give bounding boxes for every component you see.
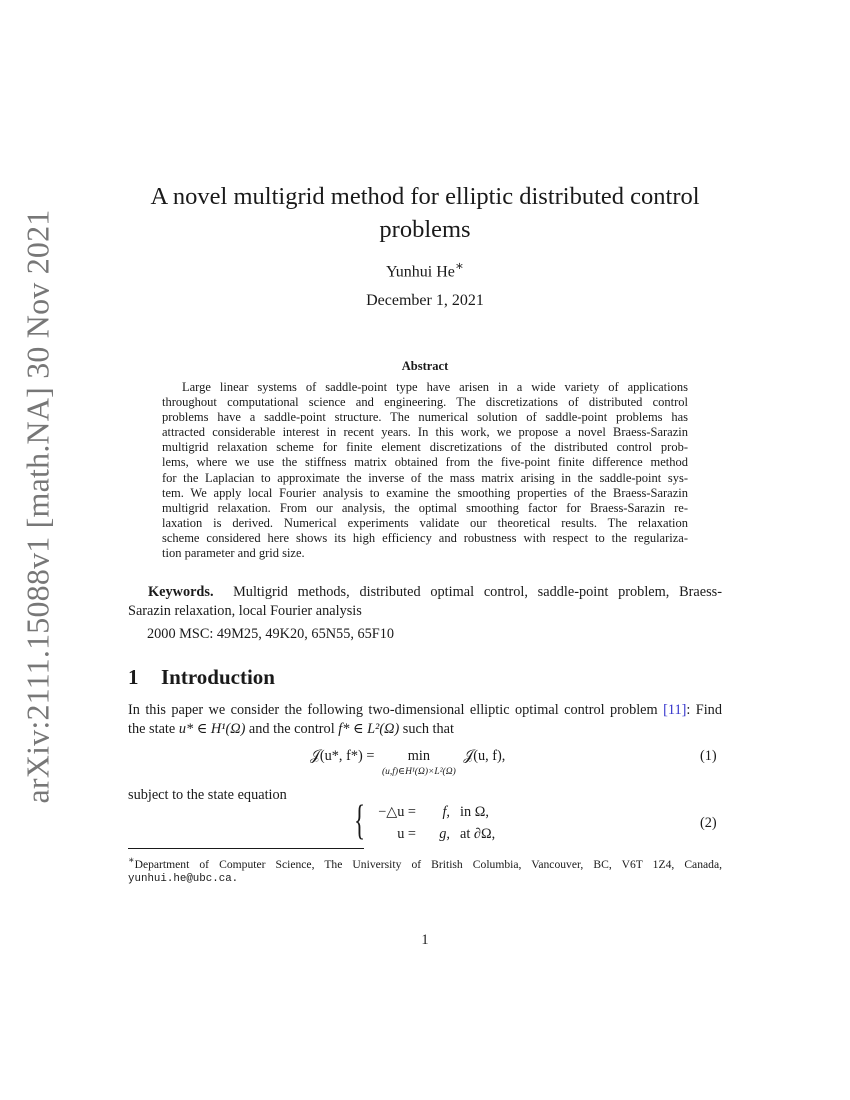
state-space-math: u* ∈ H¹(Ω) <box>178 720 246 737</box>
abstract-line: problems have a saddle-point structure. The numerical solution of saddle-point problems has <box>162 410 688 425</box>
footnote-rule <box>128 848 364 849</box>
abstract-line: scheme considered here shows its high efficiency and robustness with respect to the regulariza- <box>162 530 688 545</box>
title-line-1: A novel multigrid method for elliptic distributed control <box>150 183 700 210</box>
abstract-line: for the Laplacian to approximate the inverse of the mass matrix arising in the saddle-point sys- <box>162 470 688 485</box>
abstract-line: throughout computational science and engineering. The discretizations of distributed control <box>162 395 688 410</box>
intro-paragraph <box>128 701 722 738</box>
section-heading <box>128 665 275 690</box>
keywords-text-1: Multigrid methods, distributed optimal control, saddle-point problem, Braess- <box>233 584 722 600</box>
abstract-line: attracted considerable interest in recent years. In this work, we propose a novel Braess-Sarazin <box>162 425 688 440</box>
footnote <box>128 853 722 888</box>
paper-title <box>130 180 720 246</box>
eq2-row2-rhs: g, <box>439 826 450 842</box>
eq2-row <box>368 801 495 823</box>
eq2-row1-rhs: f, <box>442 804 450 820</box>
intro-text: In this paper we consider the following two-dimensional elliptic optimal control problem <box>128 702 664 718</box>
intro-text: the state <box>128 720 179 737</box>
abstract-line: lems, where we use the stiffness matrix obtained from the five-point finite difference method <box>162 455 688 470</box>
intro-text: : Find <box>686 702 722 718</box>
eq2-row1-lhs: −△u = <box>378 804 416 820</box>
eq2-row2-cond: at ∂Ω, <box>460 826 496 842</box>
section-title: Introduction <box>161 665 275 689</box>
footnote-email-link[interactable]: yunhui.he@ubc.ca. <box>128 873 239 886</box>
eq2-row2-lhs: u = <box>397 826 416 842</box>
equation-2-system <box>368 801 495 845</box>
abstract-line: laxation is derived. Numerical experiments validate our theoretical results. The relaxation <box>162 515 688 530</box>
intro-line-1 <box>128 701 722 720</box>
section-number: 1 <box>128 665 139 689</box>
title-line-2: problems <box>379 216 471 243</box>
keywords-label: Keywords. <box>148 584 214 600</box>
abstract-body <box>162 380 688 561</box>
eq2-row1-cond: in Ω, <box>460 804 489 820</box>
eq1-min-subscript: (u,f)∈H¹(Ω)×L²(Ω) <box>381 767 456 777</box>
abstract-heading: Abstract <box>401 359 449 373</box>
msc-classification: 2000 MSC: 49M25, 49K20, 65N55, 65F10 <box>147 626 395 642</box>
eq1-min: min <box>407 748 430 764</box>
intro-text: such that <box>399 720 454 737</box>
arxiv-sidebar-stamp: arXiv:2111.15088v1 [math.NA] 30 Nov 2021 <box>19 209 56 804</box>
footnote-mark: ∗ <box>128 855 135 866</box>
eq1-lhs: 𝒥(u*, f*) = <box>310 748 375 764</box>
control-space-math: f* ∈ L²(Ω) <box>338 720 400 737</box>
eq1-rhs: 𝒥(u, f), <box>463 748 506 764</box>
eq1-min-operator <box>382 748 456 777</box>
intro-line-2 <box>128 720 722 739</box>
keywords-line-2: Sarazin relaxation, local Fourier analysis <box>128 602 362 619</box>
left-brace-symbol: { <box>354 798 366 844</box>
abstract-line: tem. We apply local Fourier analysis to examine the smoothing properties of the Braess-Sarazin <box>162 485 688 500</box>
abstract-line: tion parameter and grid size. <box>162 546 305 561</box>
equation-1-number: (1) <box>700 748 717 764</box>
author-footnote-mark: ∗ <box>454 258 464 273</box>
page-number: 1 <box>421 932 429 948</box>
abstract-line: multigrid relaxation scheme for finite element discretizations of the distributed control prob- <box>162 440 688 455</box>
footnote-affiliation: Department of Computer Science, The University of British Columbia, Vancouver, BC, V6T 1Z4, Canada, <box>134 857 722 871</box>
keywords-line-1 <box>128 583 722 602</box>
eq2-row <box>368 823 495 845</box>
keywords <box>128 583 722 620</box>
intro-text: and the control <box>245 720 339 737</box>
footnote-line-1 <box>128 853 722 872</box>
author <box>0 258 850 281</box>
equation-1 <box>310 748 505 777</box>
date: December 1, 2021 <box>366 292 484 309</box>
abstract-line: Large linear systems of saddle-point type have arisen in a wide variety of applications <box>182 380 688 394</box>
subject-to-text: subject to the state equation <box>128 787 287 803</box>
abstract-line: multigrid relaxation. From our analysis, the optimal smoothing factor for Braess-Sarazin re- <box>162 500 688 515</box>
citation-link[interactable]: [11] <box>663 702 687 718</box>
equation-2-number: (2) <box>700 815 717 831</box>
author-name: Yunhui He <box>386 263 455 281</box>
